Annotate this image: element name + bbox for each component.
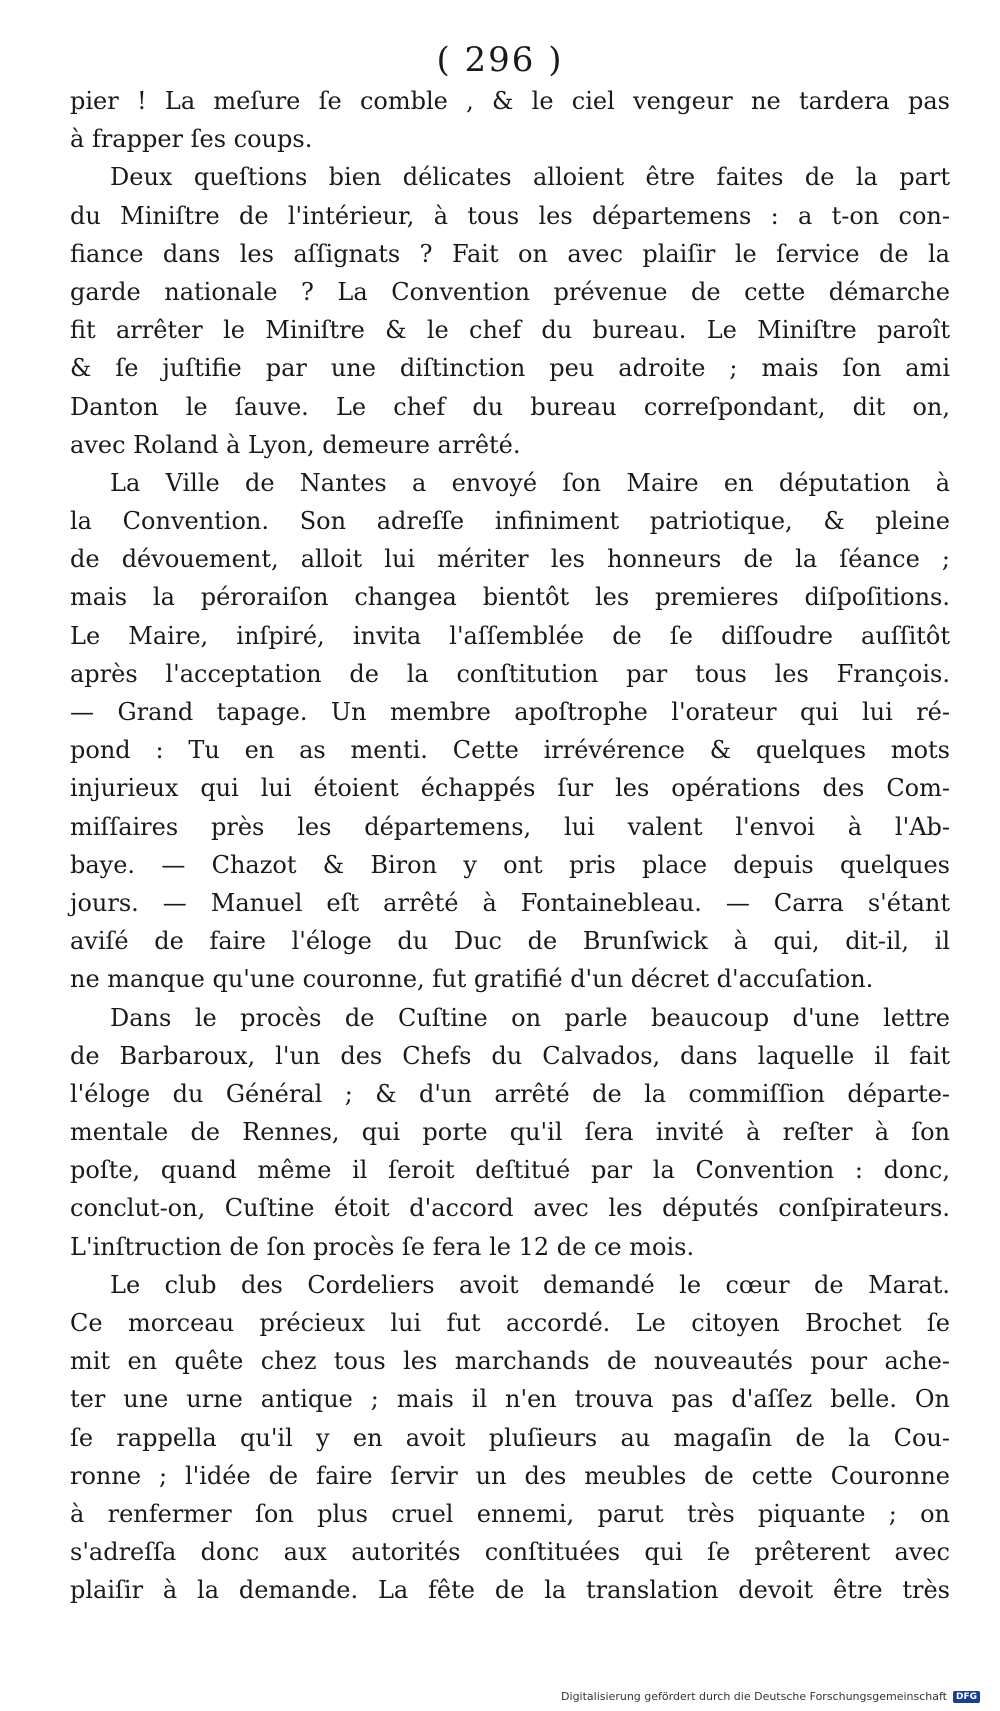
text-line: injurieux qui lui étoient échappés ſur les opérations des Com- — [70, 774, 950, 803]
text-line: jours. — Manuel eſt arrêté à Fontainebleau. — Carra s'étant — [70, 888, 950, 917]
text-line: Dans le procès de Cuſtine on parle beaucoup d'une lettre — [110, 1003, 950, 1032]
footer-text: Digitalisierung gefördert durch die Deutsche Forschungsgemeinschaft — [561, 1690, 947, 1703]
page-number: ( 296 ) — [436, 40, 564, 80]
body-text — [70, 82, 950, 1610]
text-line: après l'acceptation de la conſtitution par tous les François. — [70, 659, 950, 688]
text-line: miſſaires près les départemens, lui valent l'envoi à l'Ab- — [70, 812, 950, 841]
text-line: de dévouement, alloit lui mériter les honneurs de la ſéance ; — [70, 545, 950, 574]
text-line: ter une urne antique ; mais il n'en trouva pas d'aſſez belle. On — [70, 1385, 950, 1414]
text-line: garde nationale ? La Convention prévenue de cette démarche — [70, 277, 950, 306]
text-line: La Ville de Nantes a envoyé ſon Maire en députation à — [110, 468, 950, 497]
text-line: à frapper ſes coups. — [70, 125, 313, 154]
text-line: Deux queſtions bien délicates alloient être faites de la part — [110, 163, 950, 192]
text-line: fiance dans les aſſignats ? Fait on avec plaiſir le ſervice de la — [70, 239, 950, 268]
text-line: plaiſir à la demande. La fête de la translation devoit être très — [70, 1576, 950, 1605]
text-line: à renfermer ſon plus cruel ennemi, parut très piquante ; on — [70, 1499, 950, 1528]
text-line: ne manque qu'une couronne, fut gratifié d'un décret d'accuſation. — [70, 965, 874, 994]
text-line: pier ! La meſure ſe comble , & le ciel vengeur ne tardera pas — [70, 87, 950, 115]
text-line: Le club des Cordeliers avoit demandé le cœur de Marat. — [110, 1270, 950, 1299]
text-line: mit en quête chez tous les marchands de nouveautés pour ache- — [70, 1347, 950, 1376]
text-line: mais la péroraiſon changea bientôt les premieres diſpoſitions. — [70, 583, 950, 612]
text-line: conclut-on, Cuſtine étoit d'accord avec les députés conſpirateurs. — [70, 1194, 950, 1223]
text-line: s'adreſſa donc aux autorités conſtituées qui ſe prêterent avec — [70, 1538, 950, 1567]
text-line: — Grand tapage. Un membre apoſtrophe l'orateur qui lui ré- — [70, 698, 950, 726]
text-line: de Barbaroux, l'un des Chefs du Calvados, dans laquelle il fait — [70, 1041, 950, 1070]
text-line: l'éloge du Général ; & d'un arrêté de la commiſſion départe- — [70, 1079, 950, 1108]
text-line: ronne ; l'idée de faire ſervir un des meubles de cette Couronne — [70, 1461, 950, 1490]
dfg-logo: DFG — [953, 1691, 980, 1703]
text-line: ſe rappella qu'il y en avoit pluſieurs au magaſin de la Cou- — [70, 1423, 950, 1452]
text-line: Le Maire, inſpiré, invita l'aſſemblée de ſe diſſoudre auſſitôt — [70, 621, 950, 650]
text-line: baye. — Chazot & Biron y ont pris place depuis quelques — [70, 850, 950, 879]
text-line: aviſé de faire l'éloge du Duc de Brunſwick à qui, dit-il, il — [70, 927, 950, 956]
text-line: poſte, quand même il ſeroit deſtitué par la Convention : donc, — [70, 1156, 950, 1185]
text-line: fit arrêter le Miniſtre & le chef du bureau. Le Miniſtre paroît — [70, 316, 950, 345]
text-line: Ce morceau précieux lui fut accordé. Le citoyen Brochet ſe — [70, 1309, 950, 1337]
text-line: avec Roland à Lyon, demeure arrêté. — [70, 430, 521, 459]
text-line: mentale de Rennes, qui porte qu'il ſera invité à reſter à ſon — [70, 1118, 950, 1147]
text-line: pond : Tu en as menti. Cette irrévérence & quelques mots — [70, 736, 950, 765]
text-line: Danton le ſauve. Le chef du bureau correſpondant, dit on, — [70, 392, 950, 421]
text-line: L'inſtruction de ſon procès ſe fera le 12 de ce mois. — [70, 1232, 695, 1261]
footer — [561, 1690, 980, 1703]
text-line: & ſe juſtifie par une diſtinction peu adroite ; mais ſon ami — [70, 354, 950, 383]
text-line: la Convention. Son adreſſe infiniment patriotique, & pleine — [70, 507, 950, 536]
text-line: du Miniſtre de l'intérieur, à tous les départemens : a t-on con- — [70, 201, 950, 230]
